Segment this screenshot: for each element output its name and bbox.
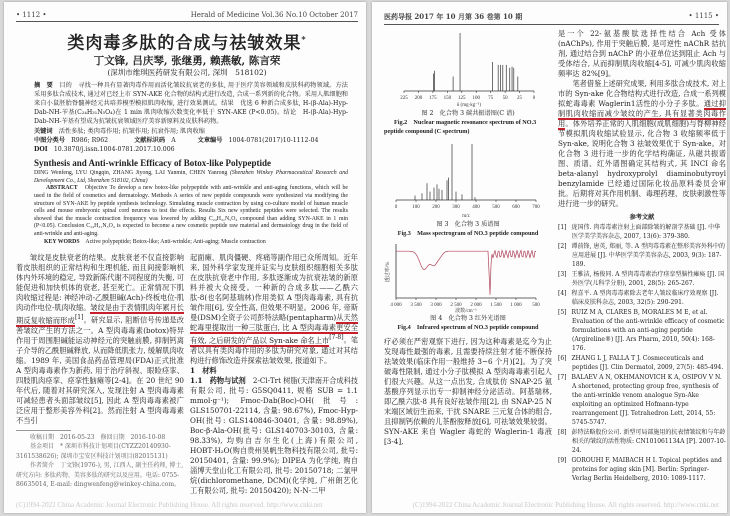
right-column-2 bbox=[558, 29, 726, 484]
reference-text: RUIZ M A, CLARES B, MORALES M E, et al. Evaluation of the anti-wrinkle efficacy of cosmetic formulations with an anti-aging peptide (Argireline®) [J]. Ars Pharm, 2010, 50(4): 168-176. bbox=[571, 309, 725, 352]
x-tick-label: 1 000 bbox=[510, 303, 522, 308]
x-tick-label: 500 bbox=[492, 205, 500, 210]
x-tick-label: 175 bbox=[429, 96, 437, 101]
doccode-label: 文献标识码 bbox=[134, 136, 166, 144]
english-keywords-label: KEY WORDS bbox=[44, 238, 80, 245]
x-tick-label: 1 500 bbox=[490, 303, 502, 308]
left-page bbox=[4, 2, 366, 513]
x-tick-label: 4 000 bbox=[390, 303, 402, 308]
reference-text: 庞国伟. 肉毒毒素注射上面部除皱的解剖学基础 [J]. 中华医学美学美容杂志, 2007, 13(6): 379-380. bbox=[571, 224, 721, 240]
reference-number: [8] bbox=[558, 429, 567, 436]
english-title: Synthesis and Anti-wrinkle Efficacy of Botox-like Polypeptide bbox=[34, 158, 272, 169]
x-tick-label: 2 000 bbox=[470, 303, 482, 308]
footnote-funding: 基金项目 * 深圳市科技计划项目(CYZZ20140930-3161538626); 深圳市宝安区科技计划项目(82015131) bbox=[16, 443, 171, 460]
x-tick-label: 225 bbox=[400, 96, 408, 101]
article-value: 1004-0781(2017)10-1112-04 bbox=[228, 136, 319, 144]
mass-spectrum-figure bbox=[384, 142, 544, 220]
x-tick-label: 300 bbox=[452, 205, 460, 210]
x-tick-label: 75 bbox=[488, 96, 494, 101]
fig2-caption bbox=[384, 109, 552, 136]
x-tick-label: 100 bbox=[412, 205, 420, 210]
ir-spectrum-line bbox=[396, 250, 536, 295]
x-tick-label: 125 bbox=[458, 96, 466, 101]
watermark: (C)1994-2022 China Academic Journal Electronic Publishing House. All rights reserved. http://www.cnki.net bbox=[412, 501, 719, 509]
footnote-divider bbox=[16, 430, 71, 431]
right-body-column-1: 疗必须在严密观察下进行, 因为这种毒素是迄今为止发现毒性最强的毒素, 且需要持续注射才能不断保持祛皱效果(临床作用一般维持 3~6 个月)[2]。为了突破毒性限制, 通过小分子肽模拟 A 型肉毒毒素引起人们很大兴趣。从这一点出发, 合成肽仿 SNAP-25 氨基酸序列显示出专一抑制神经分泌活动。阿基瑞林, 即乙酰六肽-8 具有良好祛皱作用[2], 由 SNAP-25 N 末端区域衍生而来, 干扰 SNARE 三元复合体的组合, 且抑制钙依赖的儿茶酚胺释放[6], 可祛皱效果较弱。SYN-AKE 来自 Wagler 毒蛇的 Waglerin-1 毒液[3-4], bbox=[384, 337, 552, 446]
abstract-label: 摘 要 bbox=[34, 81, 53, 89]
x-tick-label: 0 bbox=[532, 96, 536, 101]
x-tick-label: 25 bbox=[517, 96, 523, 101]
journal-header: 医药导报 2017 年 10 月第 36 卷第 10 期 bbox=[384, 12, 523, 21]
class-value: R986; R962 bbox=[71, 136, 109, 144]
right-body-column-2 bbox=[558, 29, 726, 209]
journal-header: Herald of Medicine Vol.36 No.10 October 2017 bbox=[190, 11, 358, 19]
authors: 丁文锋, 吕庆琴, 张继勇, 赖燕敏, 陈言荣 bbox=[93, 54, 281, 67]
reference-text: BALAEV A N, OKHMANOVICH K A, OSIPOV V N. A shortened, protecting group free, synthesis of the anti-wrinkle venom analogue Syn-Ake exploiting an optimized Hofmann-type rearrangement [J]. Tetrahedron Lett, 2014, 55: 5745-5747. bbox=[571, 374, 722, 426]
materials-text: 2-Cl-Trt 树脂(天津南开合成科技有限公司, 批号: G5SQ0411, 规格 SUB = 1.1 mmol·g⁻¹); Fmoc-Dab(Boc)-OH(批号: GLS150701-22114, 含量: 98.67%), Fmoc-Hyp-OH(批号: GLS140846-30401, 含量: 98.89%), Boc-β-Ala-OH(批号: GLS140703-30103, 含量: 98.33%), 均购自吉尔生化(上海)有限公司, HOBT·H₂O(购自贵州昊帆生物科技有限公司, 批号: 20150401, 含量: 99.9%); DIPEA 为化学纯, 购自淄博天堂山化工有限公司, 批号: 20150718; 二氯甲烷(dichloromethane, DCM)(化学纯, 广州朗艺化工有限公司, 批号: 20150420); N-N-二甲 bbox=[190, 375, 358, 495]
affiliation: (深圳市维琪医药研发有限公司, 深圳 518102) bbox=[107, 67, 267, 77]
reference-number: [3] bbox=[558, 271, 567, 278]
reference-number: [2] bbox=[558, 243, 567, 250]
reference-number: [4] bbox=[558, 290, 567, 297]
reference-number: [1] bbox=[558, 224, 567, 231]
x-tick-label: 100 bbox=[472, 96, 480, 101]
references bbox=[558, 213, 726, 483]
references-title: 参考文献 bbox=[629, 214, 655, 221]
right-page bbox=[372, 2, 727, 513]
keywords-cn bbox=[16, 127, 358, 136]
page-number: • 1112 • bbox=[16, 11, 47, 19]
fig3-caption-cn: 图 3 化合物 3 质谱图 bbox=[436, 221, 500, 228]
y-axis-label: 透过率/% bbox=[386, 261, 391, 283]
fig2-caption-cn: 图 2 化合物 3 碳共振谱图(C 谱) bbox=[421, 110, 515, 117]
fig3-caption bbox=[384, 220, 552, 238]
english-abstract-label: ABSTRACT bbox=[46, 185, 78, 192]
reference-item bbox=[558, 373, 726, 427]
reference-number: [5] bbox=[558, 309, 567, 316]
abstract-en bbox=[16, 185, 358, 238]
x-tick-label: 700 bbox=[532, 205, 540, 210]
doccode-value: A bbox=[171, 136, 176, 144]
english-abstract-text: Objective To develop a new botox-like polypeptide with anti-wrinkle and anti-aging functions, which will be used in the field of cosmetics and dermatology. Methods A series of new peptide compounds were synthesized via modifying the structure of SYN-AKE by peptide synthesis technology. Simulating muscle contraction by using co-culture model of human muscle cells and mouse embryonic spinal cord neurons to test the effects. Results Six new synthetic peptides were selected. The results showed that the muscle contraction frequency was lowered by adding C₂₄H₃₁N₅O₄ compound than adding SYN-AKE in 1 min (P<0.05). Conclusion C₂₄H₃₁N₅O₄ is expected to become a new cosmetic peptide raw material and dermatology drug in the field of anti-wrinkle and anti-aging. bbox=[34, 185, 348, 238]
paragraph-text: 起面瘫、肌肉僵硬、疼痛等副作用已众所周知。近年来, 国外科学家发现并证实与皮肤组织细胞相关多肽在皮肤抗衰老中作用, 多肽逐渐成为抗衰祛皱的新原料并被大众接受。一种新的合成多肽——乙酰六肽-8(也名阿基瑞林)作用类似 A 型肉毒毒素, 具有抗皱作用[6], 安全性高, 但效果不明显。2006 年, 帝斯曼(DSM)全资子公司彭特法略(pentapharm) bbox=[190, 253, 358, 323]
reference-number: [9] bbox=[558, 457, 567, 464]
article-title bbox=[16, 29, 358, 55]
x-tick-label: 400 bbox=[472, 205, 480, 210]
doi-label: DOI bbox=[34, 146, 48, 154]
abstract-text: 目的 寻找一种具有显著肉毒作用而活化皱纹抗衰老的多肽, 用于医疗美容领域和皮肤科药物领域。方法 采用多肽合成技术, 通过对已经上市 SYN-AKE 化合物的结构式进行改造, 合成一系列新的化合物。采用人肌细胞和来自小鼠胚胎脊髓神经元共培养模型模拟肌肉收缩, 进行效果测试。结果 优选 6 种新合成多肽, H-(β-Ala)-Hyp-Dab-NH-苄基(C₂₄H₃₁N₅O₄)在 1 min 肌肉收缩次数变化率低于 SYN-AKE (P<0.05)。结论 H-(β-Ala)-Hyp-Dab-NH-苄基有望成为抗皱抗衰领域医疗美容新原料及皮肤科药物。 bbox=[34, 81, 355, 126]
page-number: • 1115 • bbox=[688, 12, 719, 20]
x-axis-label: 波数/cm⁻¹ bbox=[455, 309, 477, 314]
english-author-names: DING Wenfeng, LYU Qingqin, ZHANG Jiyong, LAI Yanmin, CHEN Yanrong bbox=[34, 170, 228, 177]
highlighted-text: 通过抑制肌肉收缩而减少皱纹的产生, 具有显著类肉毒作用 bbox=[558, 99, 726, 128]
abstract-cn bbox=[16, 81, 358, 127]
paragraph-text: 。体外培养正常的人肌细胞(成肌细胞)与脊柳神经节模拟肌肉收缩试验显示, 化合物 3 收缩频率低于 Syn-ake, 说明化合物 3 祛皱效果优于 Syn-ake。对化合物 3 进行进一步的化学结构确证, 从磁共振谱图、质谱、红外谱图确定其结构式, 其 INCI 命名 beta-alanyl hydroxyprolyl diaminobutyroyl benzylamide 已经通过国际化妆品原料委员会审批。后期将对其作用机制、毒理药理、皮肤刺激性等进行进一步的研究。 bbox=[558, 119, 726, 208]
section-heading-materials: 1 材料 bbox=[190, 365, 217, 375]
x-tick-label: 600 bbox=[512, 205, 520, 210]
body-columns bbox=[384, 29, 726, 484]
reference-item bbox=[558, 354, 726, 372]
right-column-1 bbox=[384, 29, 552, 484]
reference-text: 谭前锋, 唐英, 郑丽, 等. A 型肉毒毒素在整形美容外科中的应用进展 [J]. 中华医学美学美容杂志, 2003, 9(3): 187-189. bbox=[571, 243, 725, 268]
reference-item bbox=[558, 223, 726, 241]
x-axis-label: δ (mg·kg⁻¹) bbox=[456, 103, 482, 108]
reference-item bbox=[558, 456, 726, 483]
reference-item bbox=[558, 308, 726, 353]
ir-spectrum-figure bbox=[384, 242, 544, 314]
reference-text: 程喜平. A 型肉毒毒素除去老年人皱纹临床疗效观察 [J]. 临床皮肤科杂志, 2003, 32(5): 290-291. bbox=[571, 290, 719, 306]
reference-text: GOROUHI F, MAIBACH H I. Topical peptides and proteins for aging skin [M]. Berlin: Springer-Verlag Berlin Heidelberg, 2010: 1089-1117. bbox=[571, 457, 722, 482]
fig3-caption-en: Fig.3 Mass spectrogram of NO.3 peptide compound bbox=[397, 230, 539, 237]
paragraph-text: 。研究显示, 阻断信号传递是改善皱纹产生的方法之一。A 型肉毒毒素(botox)特异作用于周围胆碱能运动神经元的突触前膜, 抑制钙离子介导的乙酰胆碱释放, 从而降低肌张力, 缓解肌肉收缩。1989 年, 美国食品药品管理局(FDA)正式批准 A 型肉毒毒素作为新药, 用于治疗斜视、眼睑痉挛、四肢肌肉痉挛、痉挛性脑瘫等[2-4]。在 20 世纪 90 年代后, 随着对其研究深入, 发现注射 A 型肉毒毒素可减轻患者头面部皱纹[5], 因此 A 型肉毒毒素被广泛应用于整形美容外科[2]。然而注射 A 型肉毒毒素不当引 bbox=[16, 315, 184, 425]
paragraph-text: 。笔者以具有类肉毒作用的多肽为研究对象, 通过对其结构进行修饰改造并探索祛皱效果, 报道如下。 bbox=[190, 335, 358, 365]
x-tick-label: 3 000 bbox=[430, 303, 442, 308]
keywords-text: 活性多肽; 类肉毒作用; 抗皱作用; 抗衰作用; 肌肉收缩 bbox=[58, 127, 205, 135]
body-column-1 bbox=[16, 253, 184, 495]
footnotes bbox=[16, 433, 184, 490]
reference-item bbox=[558, 270, 726, 288]
citation: [7-8] bbox=[329, 334, 344, 342]
highlighted-text: 皱纹是由于表情肌肉年累月长期反复收缩而形成 bbox=[16, 303, 184, 325]
paragraph-text: 是一个 22-氨基酸肽选择性结合 Ach 受体(nAChPs), 作用于突触后膜, 是可逆性 nAChR 拮抗剂, 通过结合到 nAChP 的小亚单位达到阻止 Ach 与受体结合, 从而抑制肌肉收缩[4-5], 可减少肌肉收缩频率达 82%[9]。 笔者借鉴上述研究成果, 利用多肽合成技术, 对上市的 Syn-ake 化合物结构式进行改造, 合成一系列模拟蛇毒毒素 Waglerin1活性的小分子多肽。 bbox=[558, 29, 726, 108]
nmr-spectrum-figure bbox=[384, 29, 544, 109]
x-tick-label: 500 bbox=[532, 303, 540, 308]
fig4-caption-en: Fig.4 Infrared spectrum of NO.3 peptide compound bbox=[397, 324, 539, 331]
english-affiliation: (Shenzhen Winkey Pharmaceutical Research and Development Co., Ltd, Shenzhen 518102, China) bbox=[34, 170, 349, 184]
body-column-1-text bbox=[16, 253, 184, 425]
title-footnote-mark: * bbox=[301, 34, 307, 44]
reference-number: [7] bbox=[558, 374, 567, 381]
english-keywords-text: Active polypeptide; Botox-like; Anti-wrinkle; Anti-aging; Muscle contraction bbox=[85, 238, 266, 245]
title-text: 类肉毒多肽的合成与祛皱效果 bbox=[67, 33, 302, 54]
reference-item bbox=[558, 289, 726, 307]
x-tick-label: 50 bbox=[502, 96, 508, 101]
x-tick-label: 3 500 bbox=[410, 303, 422, 308]
doi-row bbox=[16, 145, 358, 154]
fig4-caption bbox=[384, 314, 552, 332]
reference-text: 彭特法略股份公司. 新型可局部施用的抗表情皱纹和与年龄相关的皱纹的活性物质: CN101061134A [P]. 2007-10-24. bbox=[571, 429, 726, 454]
x-tick-label: 200 bbox=[414, 96, 423, 101]
body-column-2 bbox=[190, 253, 358, 495]
x-tick-label: 0 bbox=[394, 205, 398, 210]
reference-text: ZHANG L J, FALLA T J. Cosmeceuticals and peptides [J]. Clin Dermatol, 2009, 27(5): 485-494. bbox=[571, 355, 724, 371]
reference-text: 王雅洁, 杨俊同. A 型肉毒毒素治疗痉挛型脑性瘫痪 [J]. 国外医学(儿科学分册), 2001, 28(5): 265-267. bbox=[571, 271, 725, 287]
fig2-caption-en: Fig.2 Nuclear magnetic resonance spectrum of NO.3 peptide compound (C spectrum) bbox=[384, 119, 537, 135]
watermark: (C)1994-2022 China Academic Journal Electronic Publishing House. All rights reserved. http://www.cnki.net bbox=[16, 501, 323, 509]
x-tick-label: 150 bbox=[443, 96, 452, 101]
x-tick-label: 2 500 bbox=[450, 303, 462, 308]
reference-list bbox=[558, 223, 726, 483]
keywords-en bbox=[16, 239, 358, 247]
footnote-author: 作者简介 丁文锋(1976-), 男, 江西人, 副主任药师, 博士, 研究方向: 多肽药物、美容多肽的研究以及应用。电话: 0755-86635014, E-mail: dingwenfeng@winkey-china.com。 bbox=[16, 462, 184, 489]
reference-item bbox=[558, 242, 726, 269]
subsection-heading: 1.1 药物与试剂 bbox=[190, 375, 246, 385]
page-header bbox=[384, 12, 719, 25]
citation: [1] bbox=[74, 314, 84, 322]
class-label: 中图分类号 bbox=[34, 136, 65, 144]
x-axis-label: m/z bbox=[462, 214, 470, 219]
reference-number: [6] bbox=[558, 355, 567, 362]
reference-item bbox=[558, 428, 726, 455]
english-authors bbox=[16, 170, 358, 185]
paragraph-text: 皱纹是皮肤衰老的结果。皮肤衰老不仅直接影响着皮肤组织的正常结构和生理机能, 而且间接影响机体内外环境的稳定, 导致新陈代谢不同程度的失衡, 可能促进和加快机体的衰老, 甚至死亡。正常情况下肌肉收缩过程是: 神经冲动-乙酰胆碱(Ach)-终板电位-肌肉动作电位-肌肉收缩。 bbox=[16, 253, 185, 313]
footnote-received: 收稿日期 2016-05-23 修回日期 2016-10-08 bbox=[30, 433, 166, 441]
fig4-caption-cn: 图 4 化合物 3 红外光谱图 bbox=[430, 315, 506, 322]
body-columns bbox=[16, 253, 358, 495]
classification-row bbox=[16, 136, 358, 145]
article-label: 文章编号 bbox=[197, 136, 223, 144]
doi-value[interactable]: 10.3870/j.issn.1004-0781.2017.10.006 bbox=[53, 146, 175, 154]
page-header bbox=[16, 11, 358, 22]
highlighted-text: 从天然蛇毒里提取出一种三肽蛋白, 比 A 型肉毒毒素更安全有效, 之后研发的产品以 Syn-ake 命名上市 bbox=[190, 313, 358, 345]
keywords-label: 关键词 bbox=[34, 127, 53, 135]
x-tick-label: 200 bbox=[432, 205, 440, 210]
